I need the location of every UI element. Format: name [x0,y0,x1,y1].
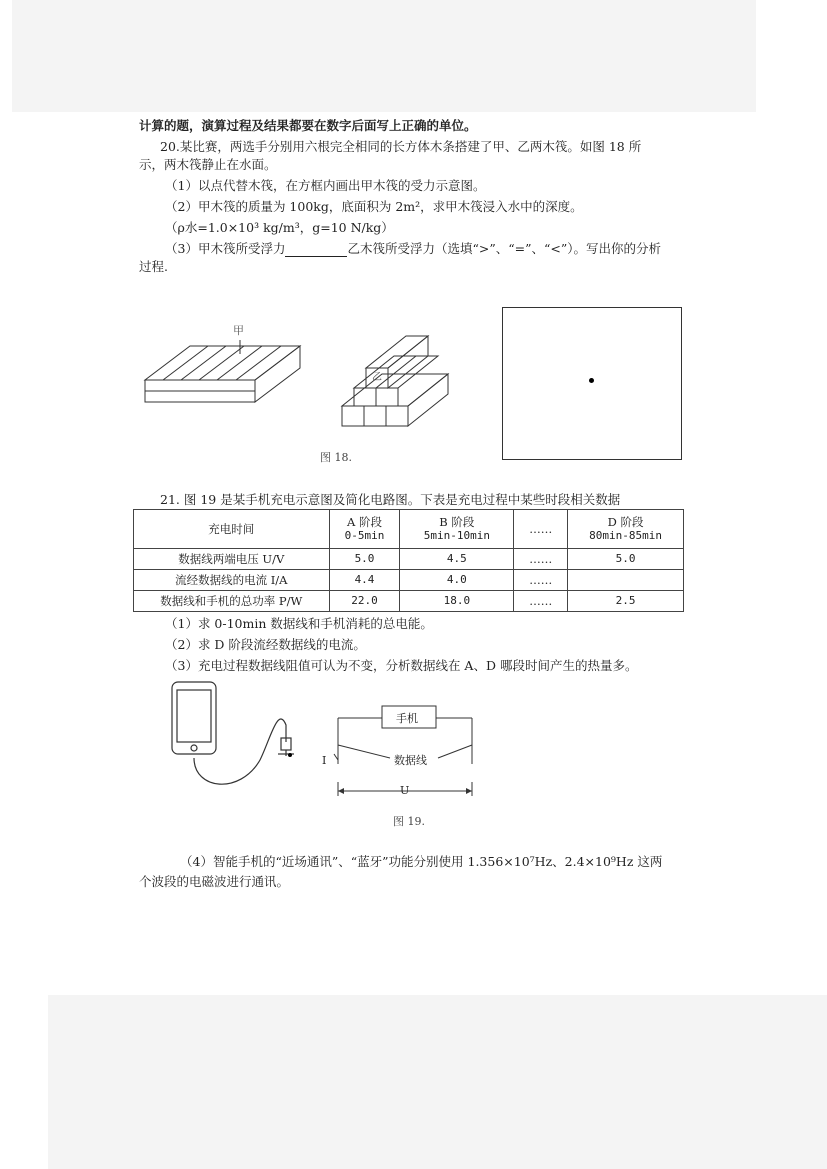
q20-given: （ρ水=1.0×10³ kg/m³，g=10 N/kg） [165,220,394,235]
charging-data-table [133,509,684,612]
table-cell: …… [514,591,568,612]
table-cell: 数据线和手机的总功率 P/W [134,591,330,612]
header-label: B 阶段 [439,515,475,529]
raft-point-dot [589,378,594,383]
scan-shadow-top [12,0,756,112]
q20-part3-c: 过程. [139,259,168,274]
table-cell: …… [514,549,568,570]
header-sub: 0-5min [344,529,385,542]
q20-part3-a: （3）甲木筏所受浮力 [165,241,286,256]
table-row [134,570,684,591]
connector-tip [288,753,292,757]
circuit-phone-label: 手机 [396,712,418,725]
table-cell: 2.5 [568,591,684,612]
phone-outline [172,682,216,754]
q20-stem-line2: 示，两木筏静止在水面。 [139,157,277,172]
figure-18-caption: 图 18. [320,451,352,464]
header-sub: 5min-10min [423,529,490,542]
voltage-label: U [400,784,410,797]
q21-part3: （3）充电过程数据线阻值可认为不变，分析数据线在 A、D 哪段时间产生的热量多。 [165,658,638,673]
phone-charging-figure [170,680,305,790]
header-sub: 80min-85min [589,529,663,542]
raft-jia-figure [140,318,310,410]
circuit-diagram [320,700,480,800]
circuit-cable-label: 数据线 [394,754,427,767]
header-cell [568,510,684,549]
q21-part2: （2）求 D 阶段流经数据线的电流。 [165,637,366,652]
raft-yi-label: 乙 [372,372,382,383]
q20-part1: （1）以点代替木筏，在方框内画出甲木筏的受力示意图。 [165,178,486,193]
table-header-row [134,510,684,549]
table-cell: 4.4 [329,570,400,591]
header-cell [400,510,514,549]
header-cell: …… [514,510,568,549]
table-cell [568,570,684,591]
table-cell: 数据线两端电压 U/V [134,549,330,570]
table-cell: 5.0 [568,549,684,570]
table-cell: 5.0 [329,549,400,570]
header-cell: 充电时间 [134,510,330,549]
table-cell: 4.5 [400,549,514,570]
scan-shadow-bottom [48,995,827,1169]
table-cell: 4.0 [400,570,514,591]
raft-yi-figure [340,330,480,430]
q21-stem: 21. 图 19 是某手机充电示意图及简化电路图。下表是充电过程中某些时段相关数据 [160,492,621,507]
figure-19-caption: 图 19. [393,815,425,828]
header-label: D 阶段 [607,515,644,529]
q21-part4-line2: 个波段的电磁波进行通讯。 [139,874,290,889]
answer-blank [285,244,347,257]
current-label: I [322,754,327,767]
raft-jia-label: 甲 [233,324,244,337]
table-cell: 流经数据线的电流 I/A [134,570,330,591]
q20-part2: （2）甲木筏的质量为 100kg，底面积为 2m²，求甲木筏浸入水中的深度。 [165,199,583,214]
table-cell: 18.0 [400,591,514,612]
table-cell: 22.0 [329,591,400,612]
q20-part3 [165,241,661,257]
q21-part4-line1: （4）智能手机的“近场通讯”、“蓝牙”功能分别使用 1.356×10⁷Hz、2.4×10⁹Hz 这两 [180,854,663,869]
header-cell [329,510,400,549]
table-cell: …… [514,570,568,591]
section-note: 计算的题，演算过程及结果都要在数字后面写上正确的单位。 [139,118,477,133]
table-row [134,591,684,612]
table-row [134,549,684,570]
header-label: A 阶段 [347,515,382,529]
q21-part1: （1）求 0-10min 数据线和手机消耗的总电能。 [165,616,433,631]
force-diagram-box [502,307,682,460]
q20-part3-b: 乙木筏所受浮力（选填“>”、“=”、“<”）。写出你的分析 [347,241,661,256]
q20-stem-line1: 20.某比赛，两选手分别用六根完全相同的长方体木条搭建了甲、乙两木筏。如图 18 所 [160,139,642,154]
